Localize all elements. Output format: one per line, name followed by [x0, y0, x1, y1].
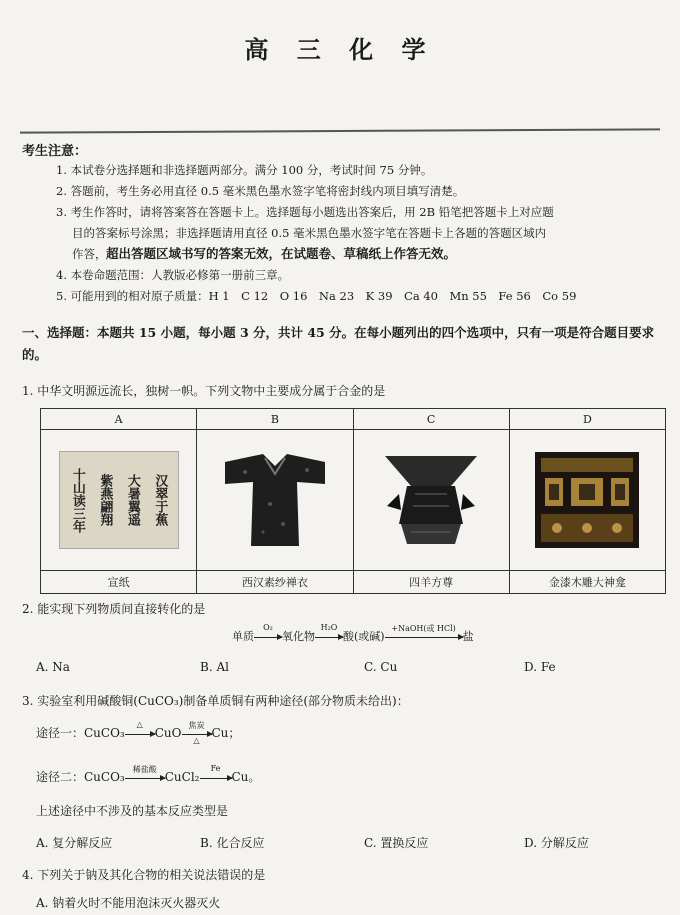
option-header: C	[353, 409, 509, 430]
option-text: B. 化合反应	[200, 836, 265, 850]
route-one	[36, 719, 241, 745]
artifact-table	[40, 408, 666, 594]
option-text: D. 分解反应	[524, 836, 589, 850]
notice-emphasis: 超出答题区域书写的答案无效，在试题卷、草稿纸上作答无效。	[106, 246, 457, 261]
option-header: B	[197, 409, 353, 430]
bronze-zun-vessel-image	[371, 444, 491, 554]
notice-item: 作答，	[72, 247, 107, 261]
option-text: B. Al	[200, 660, 229, 674]
option-header: D	[509, 409, 665, 430]
route-two	[36, 763, 261, 785]
calligraphy-column: 汉翠于蕉	[152, 474, 168, 526]
route-species: Cu。	[231, 770, 261, 784]
notice-item: 4. 本卷命题范围：人教版必修第一册前三章。	[56, 268, 290, 282]
reaction-arrow: O₂	[254, 630, 282, 644]
rice-paper-calligraphy-image	[59, 451, 179, 549]
reaction-arrow: 焦炭 △	[182, 727, 212, 741]
reaction-arrow: Fe	[200, 771, 232, 785]
route-species: CuO	[154, 726, 182, 740]
option-caption: 宣纸	[41, 571, 197, 594]
conversion-scheme	[232, 623, 474, 644]
notice-item: 1. 本试卷分选择题和非选择题两部分。满分 100 分，考试时间 75 分钟。	[56, 163, 433, 177]
option-caption: 四羊方尊	[353, 571, 509, 594]
option-text: A. 钠着火时不能用泡沫灭火器灭火	[36, 896, 221, 910]
divider-line	[20, 128, 660, 133]
scheme-species: 酸(或碱)	[343, 630, 385, 643]
notice-heading: 考生注意：	[22, 144, 88, 159]
question-2-stem: 2. 能实现下列物质间直接转化的是	[22, 602, 206, 616]
route-label: 途径一：CuCO₃	[36, 726, 125, 740]
option-caption: 金漆木雕大神龛	[509, 571, 665, 594]
gold-lacquer-shrine-image	[527, 444, 647, 554]
route-species: CuCl₂	[164, 770, 200, 784]
scheme-species: 盐	[462, 630, 474, 643]
option-text: A. Na	[36, 660, 70, 674]
notice-item: 3. 考生作答时，请将答案答在答题卡上。选择题每小题选出答案后，用 2B 铅笔把答题卡上对应题	[56, 205, 554, 219]
option-text: C. 置换反应	[364, 836, 429, 850]
notice-item: 5. 可能用到的相对原子质量：H 1 C 12 O 16 Na 23 K 39 Ca 40 Mn 55 Fe 56 Co 59	[56, 289, 577, 303]
option-text: C. Cu	[364, 660, 398, 674]
calligraphy-column: 紫燕翩翔	[97, 474, 113, 526]
option-caption: 西汉素纱禅衣	[197, 571, 353, 594]
option-text: A. 复分解反应	[36, 836, 113, 850]
notice-item: 2. 答题前，考生务必用直径 0.5 毫米黑色墨水签字笔将密封线内项目填写清楚。	[56, 184, 465, 198]
scheme-species: 氧化物	[282, 630, 315, 643]
reaction-arrow: 稀盐酸	[125, 771, 165, 785]
reaction-arrow: +NaOH(或 HCl)	[385, 630, 463, 644]
reaction-arrow: △	[125, 727, 155, 741]
calligraphy-column: 十山读三年	[69, 467, 85, 533]
route-species: Cu；	[211, 726, 241, 740]
reaction-arrow: H₂O	[315, 630, 343, 644]
page-title: 高 三 化 学	[244, 35, 436, 64]
silk-robe-image	[215, 444, 335, 554]
question-3-stem: 3. 实验室利用碱酸铜(CuCO₃)制备单质铜有两种途径(部分物质未给出)：	[22, 694, 409, 708]
calligraphy-column: 大暑翼遥	[124, 474, 140, 526]
option-text: D. Fe	[524, 660, 556, 674]
option-header: A	[41, 409, 197, 430]
question-3-prompt: 上述途径中不涉及的基本反应类型是	[36, 804, 229, 818]
question-4-stem: 4. 下列关于钠及其化合物的相关说法错误的是	[22, 868, 266, 882]
question-1-stem: 1. 中华文明源远流长，独树一帜。下列文物中主要成分属于合金的是	[22, 384, 386, 398]
section-heading: 一、选择题：本题共 15 小题，每小题 3 分，共计 45 分。在每小题列出的四个选项中，只有一项是符合题目要求的。	[22, 325, 655, 362]
route-label: 途径二：CuCO₃	[36, 770, 125, 784]
scheme-species: 单质	[232, 630, 254, 643]
notice-item: 目的答案标号涂黑；非选择题请用直径 0.5 毫米黑色墨水签字笔在答题卡上各题的答题区域内	[72, 226, 547, 240]
